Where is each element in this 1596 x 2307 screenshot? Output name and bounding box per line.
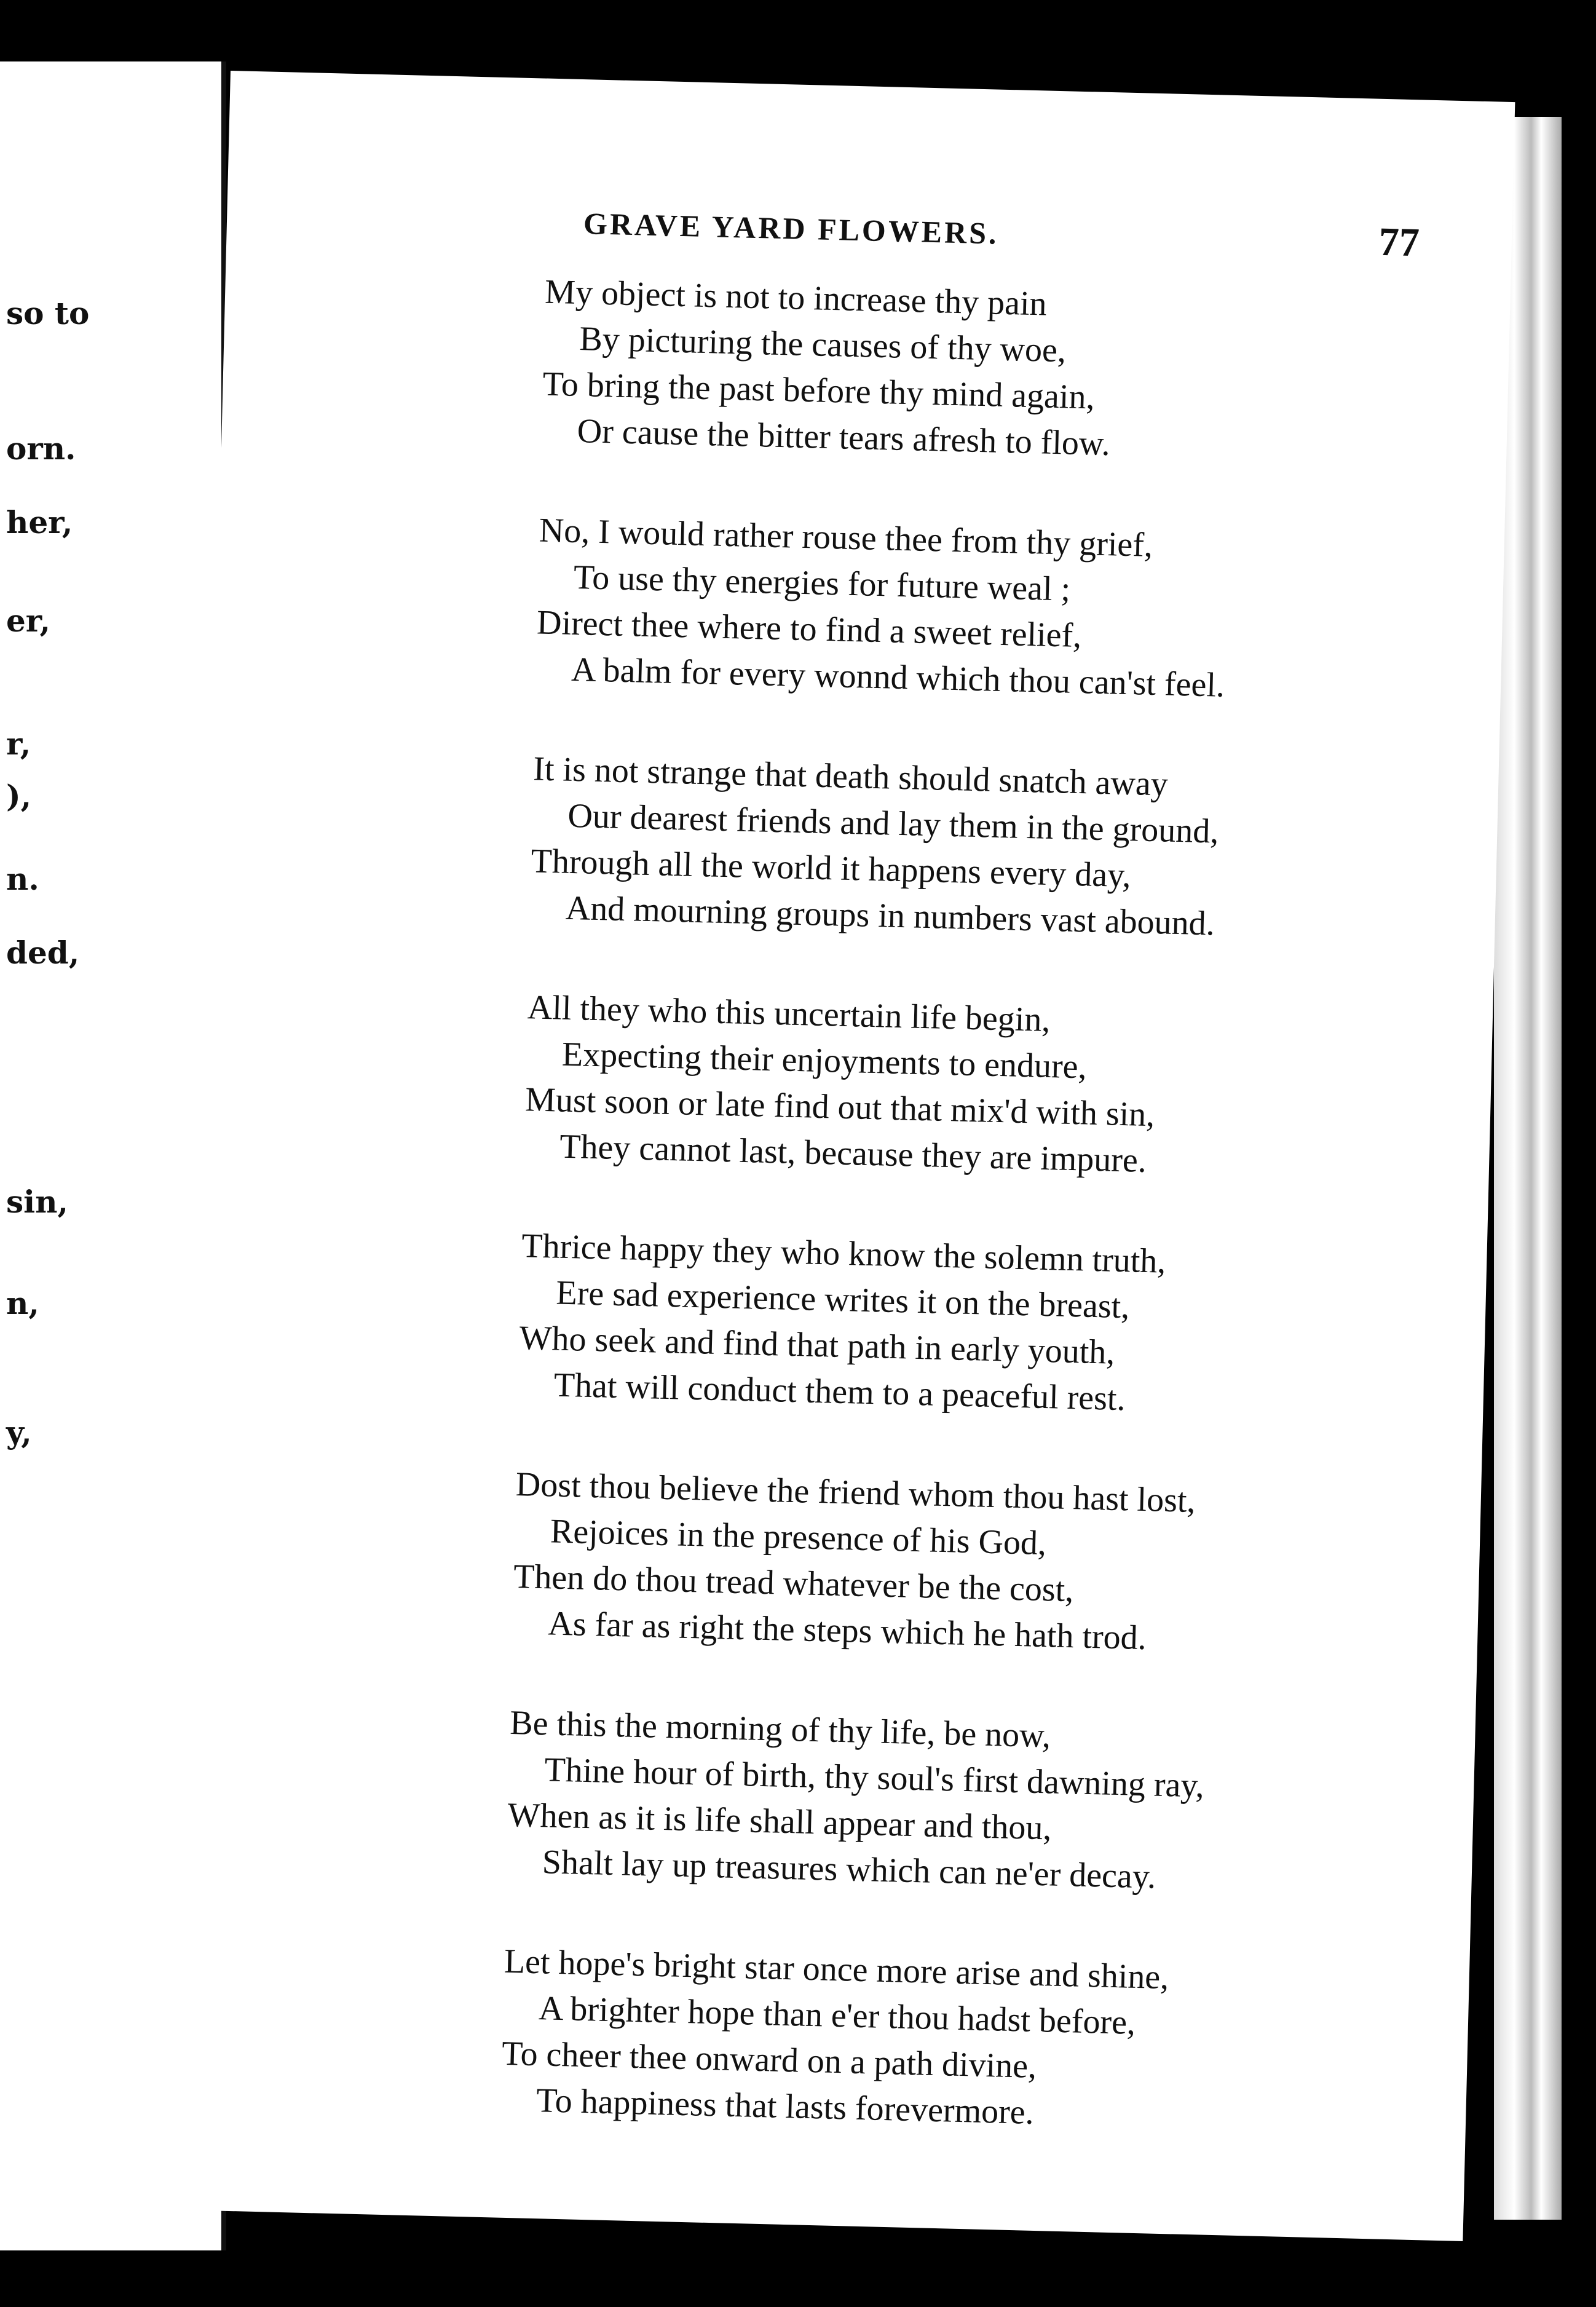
stanza [541, 269, 1468, 477]
poem-line: Thine hour of birth, thy soul's first dawning ray, [543, 1751, 1205, 1805]
poem-line: Direct thee where to find a sweet relief, [536, 603, 1082, 655]
stanza [524, 984, 1450, 1192]
poem-line: Rejoices in the presence of his God, [550, 1512, 1047, 1563]
facing-page-fragment: n, [6, 1285, 39, 1321]
poem-line: All they who this uncertain life begin, [527, 988, 1051, 1040]
stanza [506, 1700, 1432, 1907]
poem-line: Be this the morning of thy life, be now, [509, 1703, 1051, 1755]
facing-page-fragment: so to [6, 295, 90, 331]
poem-line: They cannot last, because they are impure. [559, 1127, 1147, 1180]
poem-line: No, I would rather rouse thee from thy grief, [539, 511, 1153, 564]
poem-line: Expecting their enjoyments to endure, [561, 1035, 1088, 1086]
poem-line: Must soon or late find out that mix'd with sin, [524, 1080, 1155, 1134]
poem-line: Shalt lay up treasures which can ne'er decay. [542, 1843, 1156, 1896]
facing-page-fragment: n. [6, 861, 39, 897]
stanza [512, 1462, 1439, 1669]
facing-page-fragment: r, [6, 726, 31, 762]
facing-page-fragment: sin, [6, 1184, 68, 1220]
poem-line: Ere sad experience writes it on the breast, [555, 1273, 1131, 1326]
poem-line: Then do thou tread whatever be the cost, [513, 1557, 1075, 1610]
poem-line: My object is not to increase thy pain [544, 272, 1048, 323]
facing-page-fragment: ded, [6, 935, 80, 971]
stanza [529, 746, 1456, 953]
poem-line: To bring the past before thy mind again, [542, 365, 1096, 417]
poem-line: To cheer thee onward on a path divine, [501, 2034, 1037, 2086]
stanza [518, 1223, 1444, 1430]
poem-line: A balm for every wonnd which thou can'st feel. [571, 650, 1225, 705]
page-number: 77 [1378, 219, 1420, 266]
poem [499, 269, 1467, 2200]
poem-line: It is not strange that death should snatch away [532, 750, 1169, 804]
poem-line: A brighter hope than e'er thou hadst before, [538, 1989, 1136, 2042]
poem-line: Thrice happy they who know the solemn truth, [521, 1227, 1167, 1281]
poem-line: Our dearest friends and lay them in the ground, [567, 796, 1220, 851]
page-header [583, 205, 1420, 280]
poem-line: To use thy energies for future weal ; [573, 558, 1071, 609]
poem-line: Let hope's bright star once more arise and shine, [504, 1942, 1169, 1997]
poem-line: By picturing the causes of thy woe, [579, 320, 1067, 370]
poem-line: Dost thou believe the friend whom thou hast lost, [515, 1465, 1196, 1521]
facing-page-fragment: orn. [6, 430, 76, 467]
poem-line: That will conduct them to a peaceful rest. [553, 1366, 1126, 1419]
running-title: GRAVE YARD FLOWERS. [583, 206, 1000, 251]
poem-line: As far as right the steps which he hath trod. [547, 1604, 1147, 1658]
poem-line: Through all the world it happens every day, [530, 842, 1132, 895]
facing-page-fragment: her, [6, 504, 73, 540]
facing-page-fragment: er, [6, 603, 50, 639]
poem-line: When as it is life shall appear and thou, [507, 1795, 1053, 1848]
book-page [178, 71, 1515, 2241]
stanza [535, 507, 1461, 714]
poem-line: To happiness that lasts forevermore. [535, 2081, 1035, 2132]
poem-line: And mourning groups in numbers vast abound. [565, 888, 1215, 943]
poem-line: Or cause the bitter tears afresh to flow. [577, 411, 1111, 464]
stanza [500, 1939, 1427, 2146]
facing-page-fragment: ), [6, 778, 32, 814]
facing-page-fragment: y, [6, 1414, 32, 1450]
poem-line: Who seek and find that path in early youth, [519, 1319, 1116, 1372]
